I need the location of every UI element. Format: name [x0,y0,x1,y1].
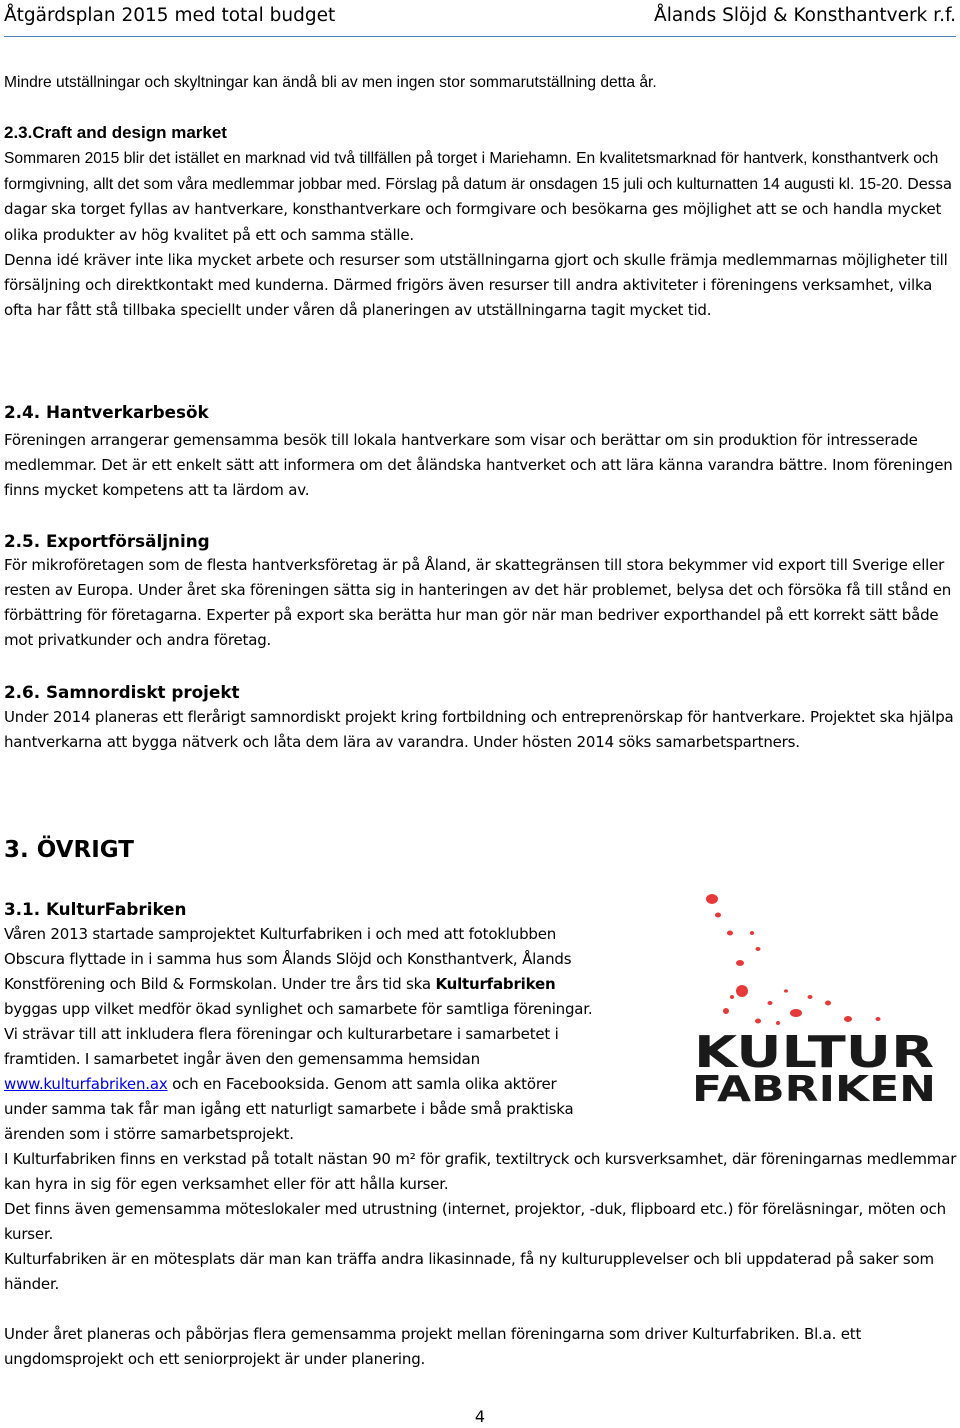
section-heading: 2.5. Exportförsäljning [4,531,210,551]
section-heading: 2.3.Craft and design market [4,123,227,142]
section-paragraph [4,922,684,1147]
section-paragraph: Kulturfabriken är en mötesplats där man kan träffa andra likasinnade, få ny kulturupplevelser och bli uppdaterad på saker som händer. [4,1250,934,1293]
text-span: Dessa dagar ska torget fyllas av hantverkare, konsthantverkare och formgivare och besökarna ges möjlighet att se och handla mycket olika produkter av hög kvalitet på ett och samma ställe. [4,174,952,244]
text-line: www.kulturfabriken.ax och en Facebooksida. Genom att samla olika aktörer [4,1075,557,1093]
section-2-6 [4,680,958,755]
section-paragraph: För mikroföretagen som de flesta hantverksföretag är på Åland, är skattegränsen till stora bekymmer vid export till Sverige eller resten av Europa. Under året ska föreningen sätta sig in hanteringen av det här problemet, belysa det och försöka få till stånd en förbättring för företagarna. Experter på export ska berätta hur man gör när man bedriver exporthandel på ett korrekt sätt både mot privatkunder och andra företag. [4,556,952,649]
text-line: Sommaren 2015 blir det istället en marknad vid två tillfällen på torget i Mariehamn. [4,150,572,167]
section-paragraph: Denna idé kräver inte lika mycket arbete och resurser som utställningarna gjort och skulle främja medlemmarnas möjligheter till försäljning och direktkontakt med kunderna. Därmed frigörs även resurser till andra aktiviteter i föreningens verksamhet, vilka ofta har fått stå tillbaka speciellt under våren då planeringen av utställningarna tagit mycket tid. [4,251,948,319]
text-line: byggas upp vilket medför ökad synlighet och samarbete för samtliga föreningar. [4,1000,593,1018]
section-paragraph: Under 2014 planeras ett flerårigt samnordiskt projekt kring fortbildning och entreprenörskap för hantverkare. Projektet ska hjälpa hantverkarna att bygga nätverk och låta dem lära av varandra. Under hösten 2014 söks samarbetspartners. [4,708,954,751]
section-paragraph: Det finns även gemensamma möteslokaler med utrustning (internet, projektor, -duk, flipboard etc.) för föreläsningar, möten och kurser. [4,1200,946,1243]
header-organization: Ålands Slöjd & Konsthantverk r.f. [654,5,956,26]
text-line: Obscura flyttade in i samma hus som Ålands Slöjd och Konsthantverk, Ålands [4,950,572,968]
header-title: Åtgärdsplan 2015 med total budget [4,5,336,26]
section-paragraph [4,147,958,248]
section-paragraph: Föreningen arrangerar gemensamma besök till lokala hantverkare som visar och berättar om sin produktion för intresserade medlemmar. Det är ett enkelt sätt att informera om det åländska hantverket och att lära känna varandra bättre. Inom föreningen finns mycket kompetens att ta lärdom av. [4,431,953,499]
section-heading: 2.4. Hantverkarbesök [4,402,209,422]
text-line: ärenden som i större samarbetsprojekt. [4,1125,294,1143]
chapter-heading: 3. ÖVRIGT [4,837,134,863]
splash-mark [706,894,881,1025]
text-span: Förslag på datum är onsdagen 15 juli och kulturnatten 14 augusti kl. 15-20. [385,175,903,193]
page-header [4,2,956,32]
text-line: Våren 2013 startade samprojektet Kulturfabriken i och med att fotoklubben [4,925,557,943]
intro-paragraph: Mindre utställningar och skyltningar kan ändå bli av men ingen stor sommarutställning detta år. [4,74,657,91]
text-line: framtiden. I samarbetet ingår även den gemensamma hemsidan [4,1050,480,1068]
bold-text: Kulturfabriken [435,975,556,993]
section-heading: 3.1. KulturFabriken [4,899,187,919]
section-heading: 2.6. Samnordiskt projekt [4,682,240,702]
kulturfabriken-logo [688,893,940,1105]
logo-line-2: FABRIKEN [692,1069,936,1105]
website-link[interactable]: www.kulturfabriken.ax [4,1075,168,1093]
text-span: En kvalitetsmarknad för hantverk, konsthantverk och formgivning, allt det som våra medlemmar jobbar med. [4,150,939,193]
section-paragraph: I Kulturfabriken finns en verkstad på totalt nästan 90 m² för grafik, textiltryck och kursverksamhet, där föreningarnas medlemmar kan hyra in sig för egen verksamhet eller för att hålla kurser. [4,1150,957,1193]
section-2-5 [4,529,958,653]
section-paragraph: Under året planeras och påbörjas flera gemensamma projekt mellan föreningarna som driver Kulturfabriken. Bl.a. ett ungdomsprojekt och ett seniorprojekt är under planering. [4,1325,862,1368]
text-line: Konstförening och Bild & Formskolan. Under tre års tid ska Kulturfabriken [4,975,556,993]
section-2-3 [4,121,958,323]
logo-line-1: KULTUR [694,1027,934,1078]
header-rule [4,36,956,37]
page-number: 4 [474,1407,486,1426]
text-line: Vi strävar till att inkludera flera föreningar och kulturarbetare i samarbetet i [4,1025,559,1043]
section-2-4 [4,400,958,503]
text-line: under samma tak får man igång ett naturligt samarbete i både små praktiska [4,1100,574,1118]
